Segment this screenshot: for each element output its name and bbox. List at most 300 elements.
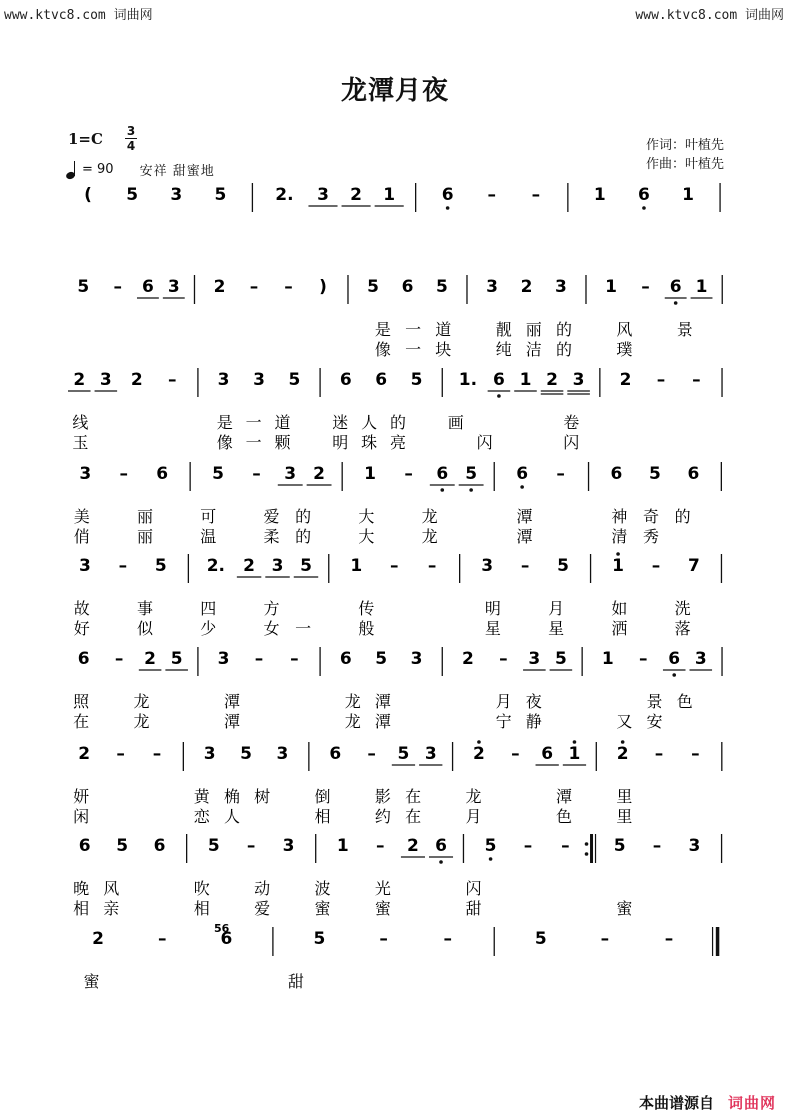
lyric-char: 星 xyxy=(548,619,565,638)
note: 5 xyxy=(397,744,410,764)
score-row xyxy=(77,275,722,359)
lyric-char: 潭 xyxy=(223,692,241,711)
grace-notes: 56 xyxy=(214,922,230,935)
lyric-char: 妍 xyxy=(73,787,90,806)
repeat-dot xyxy=(585,842,589,846)
note: 3 xyxy=(410,649,423,669)
lyric-char: 一 xyxy=(245,413,262,432)
note: 2 xyxy=(78,744,91,764)
note: 2 xyxy=(130,370,143,390)
note: 3 xyxy=(203,744,216,764)
lyric-char: 相 xyxy=(73,899,90,918)
lyric-char: 可 xyxy=(200,507,217,526)
lyric-char: 又 xyxy=(616,712,633,731)
lyric-char: 龙 xyxy=(421,527,438,546)
lyric-char: 蜜 xyxy=(374,899,391,918)
lyric-char: 风 xyxy=(103,879,120,898)
lyric-char: 甜 xyxy=(287,972,304,991)
note: 6 xyxy=(441,185,454,205)
lyric-char: 闲 xyxy=(73,807,90,826)
dash-note: – xyxy=(641,277,650,297)
note: 3 xyxy=(481,556,494,576)
lyric-char: 线 xyxy=(72,413,89,432)
low-octave-dot xyxy=(497,394,501,398)
lyric-char: 道 xyxy=(274,413,291,432)
lyric-char: 少 xyxy=(200,619,217,638)
lyric-char: 神 xyxy=(611,507,628,526)
lyric-char: 人 xyxy=(223,807,241,826)
dash-note: – xyxy=(379,929,388,949)
note: 3 xyxy=(555,277,567,297)
lyric-char: 四 xyxy=(200,599,217,618)
lyric-char: 色 xyxy=(555,807,573,826)
expression-marking: 安祥 甜蜜地 xyxy=(139,164,215,179)
note: 1 xyxy=(593,185,606,205)
note: 3 xyxy=(486,277,498,297)
dash-note: – xyxy=(427,556,437,576)
lyric-char: 月 xyxy=(465,807,482,826)
lyric-char: 恋 xyxy=(193,807,210,826)
note: 6 xyxy=(78,836,91,856)
lyric-char: 约 xyxy=(374,807,391,826)
lyric-char: 柔 xyxy=(263,527,280,546)
note: 1 xyxy=(612,556,624,576)
lyric-char: 波 xyxy=(314,879,331,898)
lyric-char: 的 xyxy=(555,320,573,339)
note: 3 xyxy=(424,744,437,764)
low-octave-dot xyxy=(439,860,443,864)
time-top: 3 xyxy=(126,124,136,138)
note: 5 xyxy=(465,464,478,484)
dash-note: – xyxy=(254,649,264,669)
note: 1. xyxy=(458,370,478,390)
note: 5 xyxy=(613,836,626,856)
lyric-char: 闪 xyxy=(476,433,493,452)
note: 6 xyxy=(375,370,388,390)
dash-note: – xyxy=(654,744,664,764)
low-octave-dot xyxy=(440,488,444,492)
note: 2 xyxy=(473,744,485,764)
lyric-char: 亲 xyxy=(103,899,120,918)
lyric-char: 在 xyxy=(405,807,422,826)
lyric-char: 里 xyxy=(616,787,633,806)
lyric-char: 景 xyxy=(646,692,663,711)
lyric-char: 相 xyxy=(314,807,331,826)
dash-note: – xyxy=(118,556,128,576)
note: 2 xyxy=(213,277,226,297)
watermark-right: www.ktvc8.com 词曲网 xyxy=(635,8,784,23)
lyric-char: 落 xyxy=(674,619,691,638)
lyric-char: 宁 xyxy=(495,712,512,731)
lyric-char: 龙 xyxy=(133,712,150,731)
dash-note: – xyxy=(116,744,125,764)
note: 6 xyxy=(668,649,681,669)
lyric-char: 女 xyxy=(263,619,280,638)
low-octave-dot xyxy=(674,301,678,305)
dash-note: – xyxy=(511,744,520,764)
lyric-char: 亮 xyxy=(389,433,407,452)
note: 5 xyxy=(154,556,167,576)
lyric-char: 影 xyxy=(374,787,391,806)
note: 5 xyxy=(240,744,253,764)
lyric-char: 美 xyxy=(73,507,90,526)
score-row xyxy=(73,740,722,826)
note: 6 xyxy=(142,277,154,297)
lyric-char: 龙 xyxy=(344,692,361,711)
lyric-char: 是 xyxy=(216,413,233,432)
lyric-char: 潭 xyxy=(516,527,533,546)
note: 3 xyxy=(271,556,284,576)
note: 2 xyxy=(407,836,419,856)
lyric-char: 黄 xyxy=(193,787,210,806)
dash-note: – xyxy=(290,649,299,669)
lyric-char: 潭 xyxy=(223,712,241,731)
lyric-char: 卷 xyxy=(563,413,580,432)
lyric-char: 璞 xyxy=(616,340,633,359)
note: 3 xyxy=(79,556,91,576)
dash-note: – xyxy=(520,556,530,576)
footer xyxy=(639,1092,776,1113)
dash-note: – xyxy=(167,370,177,390)
lyric-char: 丽 xyxy=(525,320,542,339)
note: 5 xyxy=(77,277,90,297)
composer-credit: 作曲：叶植先 xyxy=(645,157,724,172)
note: 1 xyxy=(695,277,708,297)
note: 3 xyxy=(79,464,92,484)
note: 3 xyxy=(317,185,329,205)
dash-note: – xyxy=(249,277,259,297)
lyric-char: 吹 xyxy=(193,879,210,898)
lyric-char: 奇 xyxy=(642,507,659,526)
note: 5 xyxy=(212,464,224,484)
footer-source: 本曲谱源自 xyxy=(638,1094,714,1112)
note: 6 xyxy=(638,185,650,205)
lyric-char: 温 xyxy=(200,527,217,546)
dash-note: – xyxy=(246,836,256,856)
dash-note: – xyxy=(656,370,666,390)
lyric-char: 倒 xyxy=(314,787,331,806)
lyric-char: 静 xyxy=(525,712,542,731)
lyric-char: 月 xyxy=(548,599,565,618)
lyric-char: 蜜 xyxy=(83,972,100,991)
lyric-char: 般 xyxy=(358,619,375,638)
lyric-char: 安 xyxy=(646,712,663,731)
lyric-char: 道 xyxy=(435,320,452,339)
dash-note: – xyxy=(652,836,662,856)
note: 3 xyxy=(694,649,707,669)
note: 5 xyxy=(288,370,301,390)
note: 5 xyxy=(410,370,423,390)
lyric-char: 夜 xyxy=(525,692,542,711)
lyric-char: 潭 xyxy=(374,692,391,711)
lyricist-credit: 作词：叶植先 xyxy=(645,138,724,153)
lyric-char: 一 xyxy=(295,619,312,638)
low-octave-dot xyxy=(469,488,473,492)
lyric-char: 清 xyxy=(611,527,628,546)
lyric-char: 爱 xyxy=(254,899,271,918)
lyric-char: 景 xyxy=(676,320,693,339)
score-row xyxy=(84,922,718,991)
note: 3 xyxy=(170,185,183,205)
note: 1 xyxy=(350,556,363,576)
note: 5 xyxy=(300,556,312,576)
note: 3 xyxy=(217,370,230,390)
lyric-char: 在 xyxy=(405,787,422,806)
lyric-char: 桷 xyxy=(223,787,241,806)
dash-note: – xyxy=(119,464,128,484)
lyric-char: 一 xyxy=(405,320,422,339)
note: 5 xyxy=(375,649,388,669)
dash-note: – xyxy=(531,185,541,205)
note: 1 xyxy=(601,649,614,669)
note: 2 xyxy=(243,556,255,576)
lyric-char: 一 xyxy=(405,340,422,359)
dash-note: – xyxy=(284,277,293,297)
note: 5 xyxy=(170,649,183,669)
note: ) xyxy=(319,277,327,297)
low-octave-dot xyxy=(520,485,524,489)
high-octave-dot xyxy=(616,552,620,556)
lyric-char: 靓 xyxy=(495,320,512,339)
low-octave-dot xyxy=(489,857,493,861)
dash-note: – xyxy=(561,836,570,856)
note: 6 xyxy=(435,836,447,856)
note: 2 xyxy=(546,370,558,390)
note: 2 xyxy=(462,649,474,669)
lyric-char: 事 xyxy=(137,599,154,618)
note: 6 xyxy=(436,464,449,484)
note: 1 xyxy=(682,185,695,205)
note: 6 xyxy=(687,464,700,484)
note: 3 xyxy=(217,649,230,669)
lyric-char: 照 xyxy=(73,692,90,711)
dash-note: – xyxy=(375,836,385,856)
note: 5 xyxy=(126,185,139,205)
note: 3 xyxy=(99,370,112,390)
lyric-char: 月 xyxy=(495,692,512,711)
note: 2 xyxy=(313,464,326,484)
low-octave-dot xyxy=(672,673,676,677)
lyric-char: 龙 xyxy=(133,692,150,711)
lyric-char: 明 xyxy=(332,433,349,452)
time-bottom: 4 xyxy=(126,139,136,153)
lyric-char: 闪 xyxy=(563,433,580,452)
note: 5 xyxy=(557,556,569,576)
lyric-char: 人 xyxy=(361,413,378,432)
lyric-char: 潭 xyxy=(516,507,533,526)
lyric-char: 大 xyxy=(358,507,375,526)
high-octave-dot xyxy=(621,740,625,744)
note: 6 xyxy=(610,464,623,484)
dash-note: – xyxy=(499,649,508,669)
lyric-char: 相 xyxy=(193,899,210,918)
lyric-char: 俏 xyxy=(73,527,90,546)
key-label: 1=C xyxy=(68,130,103,148)
lyric-char: 如 xyxy=(611,599,628,618)
lyric-char: 光 xyxy=(374,879,391,898)
lyric-char: 甜 xyxy=(465,899,482,918)
dash-note: – xyxy=(523,836,533,856)
repeat-dot xyxy=(585,852,589,856)
dash-note: – xyxy=(404,464,413,484)
lyric-char: 的 xyxy=(295,507,312,526)
dash-note: – xyxy=(443,929,452,949)
low-octave-dot xyxy=(642,206,646,210)
note: 3 xyxy=(253,370,265,390)
score-row xyxy=(74,462,722,546)
dash-note: – xyxy=(152,744,162,764)
lyric-char: 蜜 xyxy=(314,899,331,918)
lyric-char: 珠 xyxy=(361,433,378,452)
note: 1 xyxy=(336,836,349,856)
dash-note: – xyxy=(638,649,648,669)
high-octave-dot xyxy=(573,740,577,744)
score-row xyxy=(73,647,722,731)
lyric-char: 丽 xyxy=(137,527,154,546)
tempo-value: = 90 xyxy=(82,162,114,177)
dash-note: – xyxy=(600,929,610,949)
note: 1 xyxy=(605,277,617,297)
lyric-char: 树 xyxy=(254,787,271,806)
lyric-char: 潭 xyxy=(555,787,573,806)
note: 2 xyxy=(619,370,632,390)
lyric-char: 的 xyxy=(295,527,312,546)
song-title: 龙潭月夜 xyxy=(340,76,449,106)
lyric-char: 的 xyxy=(555,340,573,359)
lyric-char: 传 xyxy=(358,599,375,618)
dash-note: – xyxy=(651,556,661,576)
lyric-char: 爱 xyxy=(263,507,280,526)
lyric-char: 风 xyxy=(616,320,633,339)
note: 7 xyxy=(688,556,700,576)
note: 3 xyxy=(572,370,585,390)
lyric-char: 在 xyxy=(73,712,90,731)
note: 6 xyxy=(329,744,342,764)
lyric-char: 颗 xyxy=(274,433,291,452)
lyric-char: 潭 xyxy=(374,712,391,731)
lyric-char: 龙 xyxy=(465,787,482,806)
note: 6 xyxy=(77,649,90,669)
note: 5 xyxy=(534,929,547,949)
note: 6 xyxy=(401,277,414,297)
note: 6 xyxy=(516,464,529,484)
note: 5 xyxy=(436,277,448,297)
dash-note: – xyxy=(389,556,399,576)
note: 5 xyxy=(207,836,220,856)
lyric-char: 龙 xyxy=(344,712,361,731)
dash-note: – xyxy=(692,370,701,390)
note: 3 xyxy=(528,649,541,669)
lyric-char: 龙 xyxy=(421,507,438,526)
note: 1 xyxy=(568,744,581,764)
note: 5 xyxy=(484,836,497,856)
score-row xyxy=(84,183,720,212)
note: 2 xyxy=(92,929,104,949)
lyric-char: 晚 xyxy=(73,879,90,898)
note: 2 xyxy=(144,649,157,669)
dash-note: – xyxy=(252,464,261,484)
note: 6 xyxy=(339,649,352,669)
lyric-char: 纯 xyxy=(495,340,512,359)
dash-note: – xyxy=(487,185,497,205)
note: 3 xyxy=(282,836,295,856)
note: 3 xyxy=(276,744,289,764)
note: 3 xyxy=(167,277,180,297)
lyric-char: 大 xyxy=(358,527,375,546)
lyric-char: 动 xyxy=(254,879,271,898)
dash-note: – xyxy=(664,929,674,949)
note: 2 xyxy=(520,277,533,297)
lyric-char: 块 xyxy=(435,340,452,359)
note: 5 xyxy=(367,277,379,297)
lyric-char: 是 xyxy=(374,320,391,339)
note: 5 xyxy=(214,185,227,205)
dash-note: – xyxy=(367,744,376,764)
note: 1 xyxy=(519,370,532,390)
note: 5 xyxy=(554,649,567,669)
score-row xyxy=(74,552,722,638)
lyric-char: 像 xyxy=(374,340,391,359)
note: ( xyxy=(84,185,92,205)
lyric-char: 秀 xyxy=(642,527,659,546)
score-row xyxy=(73,834,722,918)
note: 2 xyxy=(616,744,629,764)
lyric-char: 蜜 xyxy=(616,899,633,918)
note: 3 xyxy=(688,836,701,856)
dash-note: – xyxy=(556,464,565,484)
high-octave-dot xyxy=(477,740,481,744)
lyric-char: 一 xyxy=(245,433,262,452)
note: 1 xyxy=(364,464,377,484)
lyric-char: 像 xyxy=(216,433,233,452)
note: 6 xyxy=(153,836,166,856)
lyric-char: 洁 xyxy=(525,340,542,359)
lyric-char: 洗 xyxy=(674,599,691,618)
note: 6 xyxy=(339,370,352,390)
lyric-char: 方 xyxy=(263,599,280,618)
lyric-char: 玉 xyxy=(72,433,89,452)
note: 6 xyxy=(493,370,505,390)
lyric-char: 闪 xyxy=(465,879,482,898)
dash-note: – xyxy=(157,929,167,949)
note: 2 xyxy=(73,370,86,390)
note: 6 xyxy=(541,744,554,764)
lyric-char: 明 xyxy=(484,599,501,618)
note: 5 xyxy=(116,836,129,856)
watermark-left: www.ktvc8.com 词曲网 xyxy=(4,8,153,23)
lyric-char: 里 xyxy=(616,807,633,826)
dash-note: – xyxy=(114,649,124,669)
lyric-char: 色 xyxy=(676,692,693,711)
lyric-char: 画 xyxy=(447,413,464,432)
lyric-char: 似 xyxy=(137,619,154,638)
lyric-char: 故 xyxy=(73,599,90,618)
low-octave-dot xyxy=(446,206,450,210)
note: 6 xyxy=(220,929,233,949)
dash-note: – xyxy=(691,744,700,764)
note: 2 xyxy=(350,185,363,205)
note: 6 xyxy=(669,277,682,297)
lyric-char: 迷 xyxy=(332,413,349,432)
note: 5 xyxy=(649,464,661,484)
score-row xyxy=(68,368,722,452)
dash-note: – xyxy=(113,277,122,297)
lyric-char: 丽 xyxy=(137,507,154,526)
lyric-char: 洒 xyxy=(611,619,628,638)
note: 6 xyxy=(156,464,169,484)
lyric-char: 好 xyxy=(73,619,90,638)
footer-logo: 词曲网 xyxy=(727,1094,776,1112)
